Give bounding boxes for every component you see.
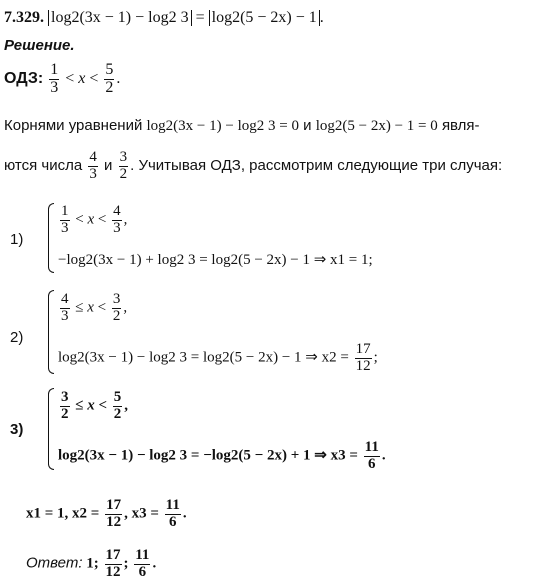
roots-eq2: log2(5 − 2x) − 1 = 0	[315, 118, 438, 134]
case1-lo-num: 1	[61, 203, 69, 219]
case2-range: $\frac{4}{3}$ ≤ x < $\frac{3}{2}$ ,	[61, 291, 128, 324]
case1-label: 1)	[10, 231, 24, 248]
odz-high-num: 5	[105, 61, 114, 78]
odz-low-num: 1	[50, 61, 59, 78]
roots-tail: явля-	[441, 117, 480, 134]
odz-label: ОДЗ:	[4, 69, 44, 87]
problem-right: log2(5 − 2x) − 1	[211, 9, 317, 27]
answer-label: Ответ:	[26, 554, 83, 572]
case3-range: $\frac{3}{2}$ ≤ x < $\frac{5}{2}$ ,	[61, 389, 129, 422]
case2-result-den: 12	[355, 357, 371, 374]
case3-equation: log2(3x − 1) − log2 3 = −log2(5 − 2x) + 1 ⇒ x3 =	[58, 447, 358, 464]
summary-x2-num: 17	[106, 497, 122, 513]
roots-part2: ются числа	[4, 157, 83, 175]
case1-hi-num: 4	[113, 203, 121, 219]
right-abs	[209, 10, 320, 26]
answer-v1: 1;	[86, 555, 99, 572]
problem-number: 7.329.	[4, 9, 44, 26]
case3-label: 3)	[10, 421, 24, 438]
roots-part3: Учитывая ОДЗ, рассмотрим следующие три случая:	[138, 157, 503, 175]
roots-part1: Корнями уравнений	[4, 117, 143, 134]
case2-lo-num: 4	[61, 291, 69, 307]
summary-x3-den: 6	[169, 513, 177, 530]
answer-line: Ответ: 1; $\frac{17}{12}$ ; $\frac{11}{6}$ .	[26, 547, 157, 580]
case3-op1: ≤	[75, 397, 84, 414]
summary-x3-label: , x3 =	[124, 505, 159, 522]
root2-den: 2	[119, 165, 128, 182]
case3-hi-den: 2	[113, 405, 122, 422]
case1-brace	[48, 203, 54, 273]
case2-lo-den: 3	[61, 307, 69, 324]
problem-line: 7.329. log2(3x − 1) − log2 3 = log2(5 − 2x) − 1 .	[4, 9, 324, 27]
odz-line: ОДЗ: $\frac{1}{3}$ < x < $\frac{5}{2}$ .	[4, 61, 121, 96]
answer-v2-den: 12	[105, 563, 121, 580]
solution-heading: Решение.	[4, 37, 75, 54]
case1-op2: <	[97, 211, 107, 228]
case2-hi-den: 2	[112, 307, 121, 324]
roots-conj: и	[303, 117, 312, 134]
roots-line-1	[4, 118, 480, 134]
answer-v3-den: 6	[138, 563, 147, 580]
case2-op2: <	[97, 299, 107, 316]
summary-x3-num: 11	[165, 497, 180, 513]
case3-hi-num: 5	[113, 389, 122, 405]
case2-hi-num: 3	[112, 291, 121, 307]
summary-line: x1 = 1, x2 = $\frac{17}{12}$ , x3 = $\frac{11}{6}$ .	[26, 497, 187, 530]
case3-op2: <	[98, 397, 108, 414]
case3-result-den: 6	[367, 455, 376, 472]
summary-x1: x1 = 1, x2 =	[26, 505, 100, 522]
summary-x2-den: 12	[106, 513, 122, 530]
case1-equation: −log2(3x − 1) + log2 3 = log2(5 − 2x) − 1 ⇒ x1 = 1;	[58, 252, 373, 268]
case1-lo-den: 3	[61, 219, 69, 236]
odz-high-den: 2	[105, 78, 114, 96]
case1-hi-den: 3	[113, 219, 121, 236]
case2-op1: ≤	[75, 299, 84, 316]
root1-num: 4	[89, 149, 97, 165]
case3-equation-line: log2(3x − 1) − log2 3 = −log2(5 − 2x) + 1 ⇒ x3 = $\frac{11}{6}$ .	[58, 439, 386, 472]
answer-v3-num: 11	[135, 547, 150, 563]
case1-range: $\frac{1}{3}$ < x < $\frac{4}{3}$ ,	[61, 203, 128, 236]
case3-result-num: 11	[364, 439, 379, 455]
case2-result-num: 17	[355, 341, 371, 357]
roots-line-2: ются числа $\frac{4}{3}$ и $\frac{3}{2}$ . Учитывая ОДЗ, рассмотрим следующие три случая:	[4, 149, 503, 182]
case3-lo-num: 3	[61, 389, 69, 405]
case2-brace	[48, 290, 54, 374]
roots-and: и	[104, 157, 113, 175]
root2-num: 3	[119, 149, 128, 165]
case2-label: 2)	[10, 329, 24, 346]
case3-brace	[48, 388, 54, 470]
case2-equation: log2(3x − 1) − log2 3 = log2(5 − 2x) − 1 ⇒ x2 =	[58, 349, 349, 366]
case3-lo-den: 2	[61, 405, 69, 422]
left-abs	[48, 10, 192, 26]
roots-eq1: log2(3x − 1) − log2 3 = 0	[146, 118, 299, 134]
case1-op1: <	[75, 211, 84, 228]
odz-low-den: 3	[50, 78, 59, 96]
root1-den: 3	[89, 165, 97, 182]
case2-equation-line: log2(3x − 1) − log2 3 = log2(5 − 2x) − 1 ⇒ x2 = $\frac{17}{12}$ ;	[58, 341, 378, 374]
answer-v2-num: 17	[105, 547, 121, 563]
problem-left: log2(3x − 1) − log2 3	[51, 9, 189, 27]
